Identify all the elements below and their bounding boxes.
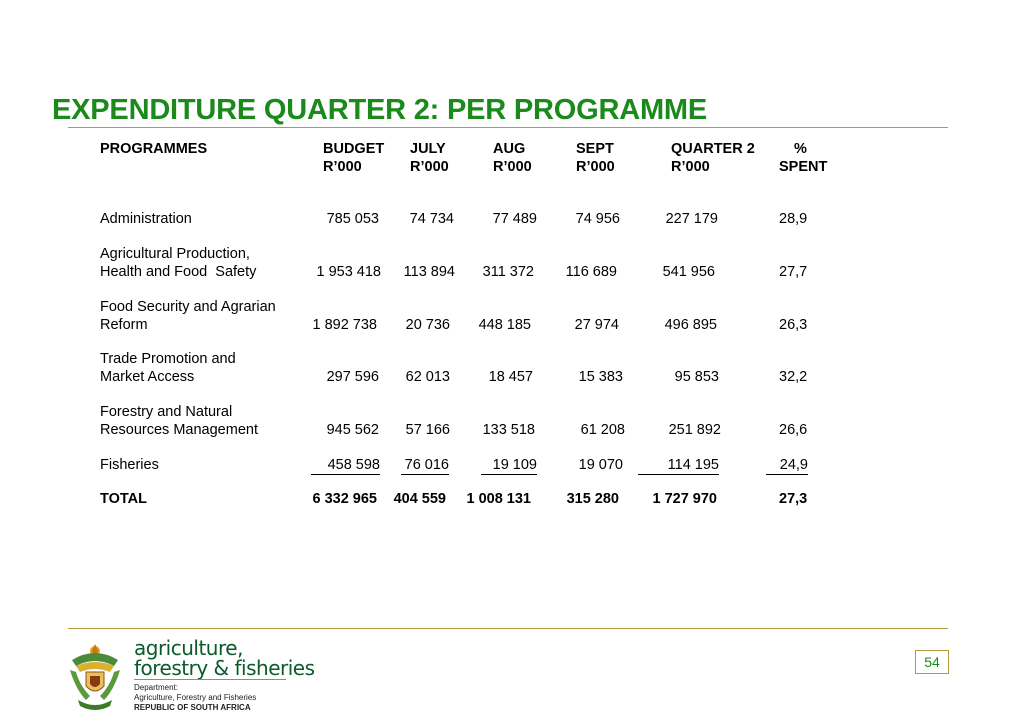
programme-name: Forestry and Natural <box>100 404 233 420</box>
percent-spent-value: 26,3 <box>779 317 808 333</box>
percent-spent-value: 32,2 <box>779 369 808 385</box>
july-value: 57 166 <box>405 422 450 438</box>
header-quarter2-unit: R’000 <box>671 159 710 175</box>
budget-value: 945 562 <box>326 422 379 438</box>
header-aug: AUG <box>493 141 526 157</box>
country-name: REPUBLIC OF SOUTH AFRICA <box>134 703 251 712</box>
july-value: 20 736 <box>405 317 450 333</box>
header-percent: % <box>794 141 807 157</box>
programme-name-line2: Market Access <box>100 369 195 385</box>
budget-value: 297 596 <box>326 369 379 385</box>
percent-spent-value: 27,7 <box>779 264 808 280</box>
percent-spent-value: 28,9 <box>779 211 808 227</box>
total-budget: 6 332 965 <box>312 491 377 507</box>
header-sept: SEPT <box>576 141 614 157</box>
page-number: 54 <box>915 650 949 674</box>
aug-value: 18 457 <box>488 369 533 385</box>
header-budget-unit: R’000 <box>323 159 362 175</box>
brand-name-line1: agriculture, <box>134 636 243 660</box>
header-quarter2: QUARTER 2 <box>671 141 755 157</box>
page-title: EXPENDITURE QUARTER 2: PER PROGRAMME <box>52 94 708 126</box>
percent-spent-value: 24,9 <box>766 456 808 475</box>
aug-value: 448 185 <box>478 317 531 333</box>
sept-value: 15 383 <box>578 369 623 385</box>
percent-spent-value: 26,6 <box>779 422 808 438</box>
july-value: 74 734 <box>409 211 454 227</box>
header-spent: SPENT <box>779 159 828 175</box>
quarter2-value: 496 895 <box>664 317 717 333</box>
total-percent-spent: 27,3 <box>779 491 808 507</box>
july-value: 76 016 <box>401 456 449 475</box>
header-budget: BUDGET <box>323 141 385 157</box>
total-july: 404 559 <box>393 491 446 507</box>
budget-value: 458 598 <box>311 456 380 475</box>
total-sept: 315 280 <box>566 491 619 507</box>
programme-name-line2: Resources Management <box>100 422 258 438</box>
department-name: Agriculture, Forestry and Fisheries <box>134 693 257 702</box>
programme-name: Food Security and Agrarian <box>100 299 276 315</box>
quarter2-value: 114 195 <box>638 456 719 475</box>
department-label: Department: <box>134 683 179 692</box>
aug-value: 133 518 <box>482 422 535 438</box>
coat-of-arms-icon <box>66 640 124 712</box>
july-value: 113 894 <box>403 264 455 280</box>
aug-value: 19 109 <box>481 456 537 475</box>
quarter2-value: 251 892 <box>668 422 721 438</box>
budget-value: 1 953 418 <box>316 264 381 280</box>
aug-value: 311 372 <box>482 264 534 280</box>
programme-name: Agricultural Production, <box>100 246 250 262</box>
budget-value: 1 892 738 <box>312 317 377 333</box>
programme-name-line2: Reform <box>100 317 148 333</box>
programme-name: Trade Promotion and <box>100 351 236 367</box>
header-programmes: PROGRAMMES <box>100 141 208 157</box>
brand-underline <box>134 679 286 680</box>
budget-value: 785 053 <box>326 211 379 227</box>
footer-divider <box>68 628 948 629</box>
total-quarter2: 1 727 970 <box>652 491 717 507</box>
programme-name-line2: Health and Food Safety <box>100 264 257 280</box>
quarter2-value: 541 956 <box>662 264 715 280</box>
july-value: 62 013 <box>405 369 450 385</box>
header-sept-unit: R’000 <box>576 159 615 175</box>
sept-value: 74 956 <box>575 211 620 227</box>
programme-name: Fisheries <box>100 457 159 473</box>
header-aug-unit: R’000 <box>493 159 532 175</box>
quarter2-value: 227 179 <box>665 211 718 227</box>
header-july-unit: R’000 <box>410 159 449 175</box>
total-label: TOTAL <box>100 491 147 507</box>
aug-value: 77 489 <box>492 211 537 227</box>
programme-name: Administration <box>100 211 192 227</box>
sept-value: 19 070 <box>578 457 623 473</box>
sept-value: 61 208 <box>580 422 625 438</box>
brand-name-line2: forestry & fisheries <box>134 656 315 680</box>
quarter2-value: 95 853 <box>674 369 719 385</box>
total-aug: 1 008 131 <box>466 491 531 507</box>
header-july: JULY <box>410 141 446 157</box>
sept-value: 27 974 <box>574 317 619 333</box>
title-divider <box>68 127 948 128</box>
sept-value: 116 689 <box>565 264 617 280</box>
